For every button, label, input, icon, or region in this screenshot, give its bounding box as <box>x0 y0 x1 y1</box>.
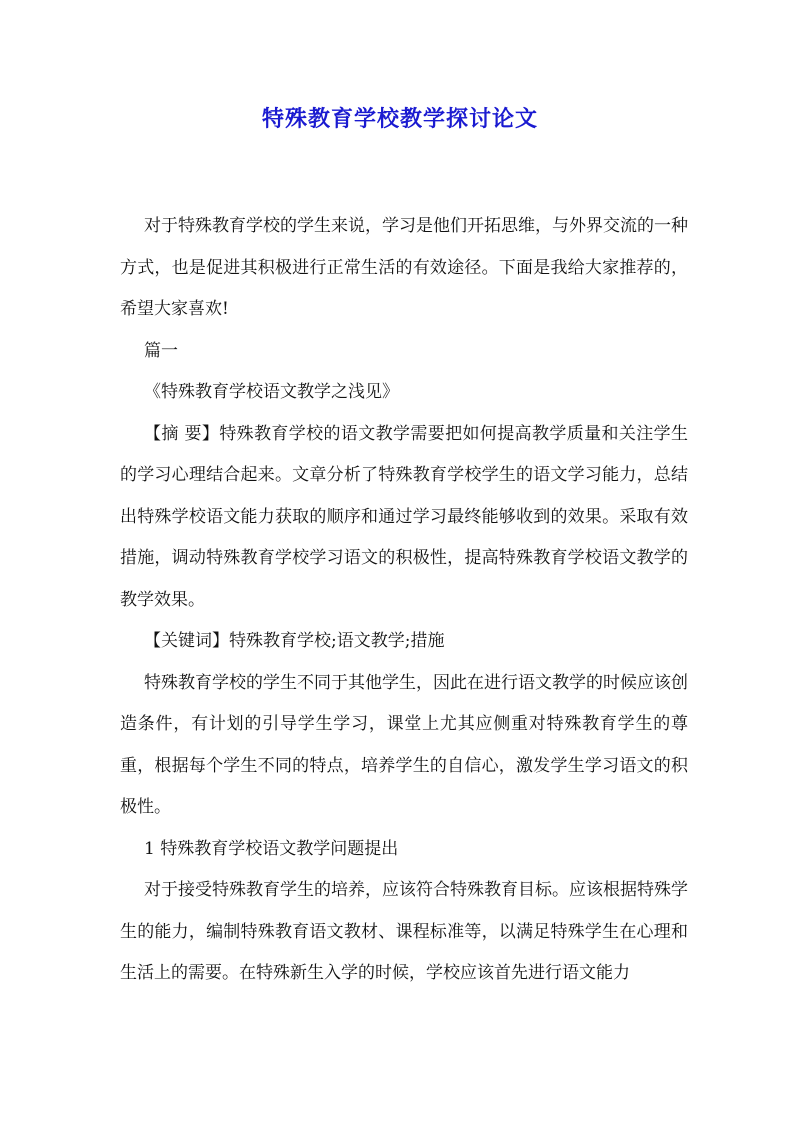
section-heading: 1 特殊教育学校语文教学问题提出 <box>144 838 399 859</box>
document-title: 特殊教育学校教学探讨论文 <box>261 107 538 132</box>
abstract-paragraph: 【摘 要】特殊教育学校的语文教学需要把如何提高教学质量和关注学生的学习心理结合起来。文章分析了特殊教育学校学生的语文学习能力，总结出特殊学校语文能力获取的顺序和通过学习最终能够收到的效果。采取有效措施，调动特殊教育学校学习语文的积极性，提高特殊教育学校语文教学的教学效果。 <box>120 423 688 610</box>
article-title: 《特殊教育学校语文教学之浅见》 <box>144 382 399 402</box>
body-paragraph: 特殊教育学校的学生不同于其他学生，因此在进行语文教学的时候应该创造条件，有计划的引导学生学习，课堂上尤其应侧重对特殊教育学生的尊重，根据每个学生不同的特点，培养学生的自信心，激发学生学习语文的积极性。 <box>120 672 688 817</box>
intro-paragraph: 对于特殊教育学校的学生来说，学习是他们开拓思维，与外界交流的一种方式，也是促进其积极进行正常生活的有效途径。下面是我给大家推荐的，希望大家喜欢! <box>120 216 688 319</box>
section-label: 篇一 <box>144 340 178 361</box>
document-body <box>120 206 688 995</box>
keywords-paragraph: 【关键词】特殊教育学校;语文教学;措施 <box>144 631 445 651</box>
body-paragraph: 对于接受特殊教育学生的培养，应该符合特殊教育目标。应该根据特殊学生的能力，编制特殊教育语文教材、课程标准等，以满足特殊学生在心理和生活上的需要。在特殊新生入学的时候，学校应该首先进行语文能力 <box>120 880 688 983</box>
